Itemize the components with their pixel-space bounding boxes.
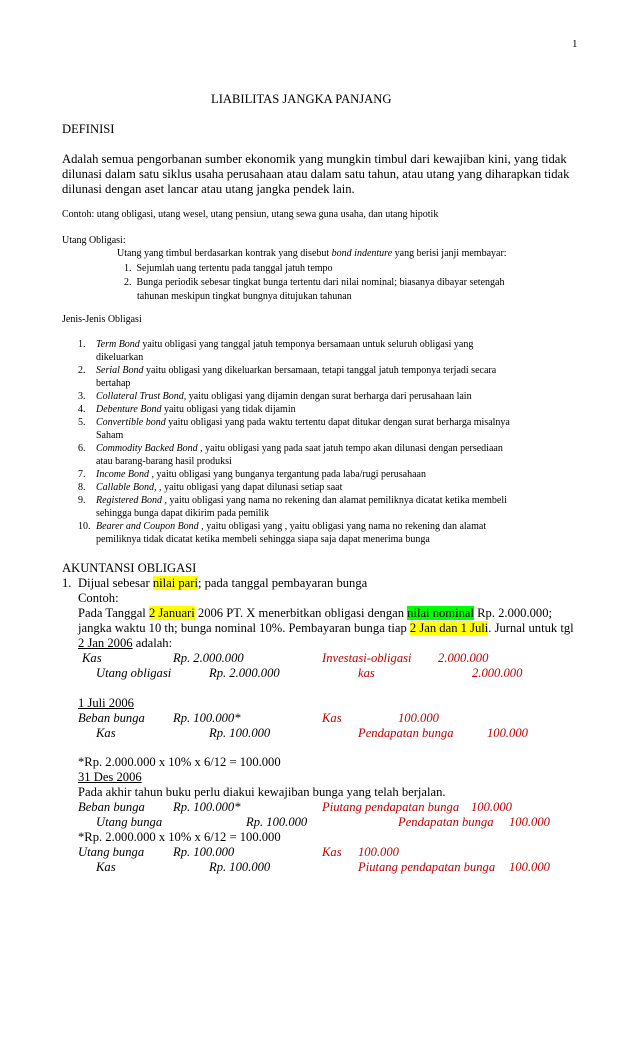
bond-term: Debenture Bond (96, 404, 162, 415)
journal-1-right-credit-account: kas (358, 666, 375, 680)
text: 2006 PT. X menerbitkan obligasi dengan (194, 606, 408, 620)
contoh-paragraph-line-2 (78, 621, 574, 636)
list-item (62, 338, 582, 364)
journal-3-credit-amount: Rp. 100.000 (246, 815, 308, 829)
bond-desc-cont: pemiliknya tidak dicatat ketika membeli sehingga siapa saja dapat menerima bunga (96, 534, 430, 545)
bond-desc-cont: sehingga bunga dapat dikirim pada pemilik (96, 508, 270, 519)
text: jangka waktu 10 th; bunga nominal 10%. Pembayaran bunga tiap (78, 621, 410, 635)
journal-3-right-debit-amount: 100.000 (471, 800, 512, 814)
journal-2-right-debit-account: Kas (322, 711, 342, 725)
journal-3-debit-account: Beban bunga (78, 800, 145, 814)
list-num: 10. (78, 521, 91, 532)
utang-obligasi-item-2 (124, 276, 504, 289)
akuntansi-item-1-text (78, 576, 367, 591)
bond-desc: yaitu obligasi yang dikeluarkan bersamaan, tetapi tanggal jatuh temponya terjadi secara (143, 365, 497, 376)
journal-4-credit-amount: Rp. 100.000 (209, 860, 271, 874)
journal-2-credit-amount: Rp. 100.000 (209, 726, 271, 740)
list-num: 2. (124, 277, 132, 288)
journal-4-right-debit-amount: 100.000 (358, 845, 399, 859)
journal-4-debit-account: Utang bunga (78, 845, 145, 859)
journal-4-right-credit-amount: 100.000 (509, 860, 550, 874)
bond-desc: yaitu obligasi yang , yaitu obligasi yang nama no rekening dan alamat (203, 521, 487, 532)
list-num: 5. (78, 417, 86, 428)
utang-obligasi-line-post: yang berisi janji membayar: (392, 248, 507, 259)
bond-indenture-term: bond indenture (331, 248, 393, 259)
definisi-heading: DEFINISI (62, 122, 115, 136)
journal-3-right-credit-account: Pendapatan bunga (398, 815, 494, 829)
list-num: 9. (78, 495, 86, 506)
journal-1-credit-amount: Rp. 2.000.000 (209, 666, 280, 680)
bond-term: Income Bond , (96, 469, 155, 480)
list-item (62, 468, 582, 481)
journal-1-debit-amount: Rp. 2.000.000 (173, 651, 244, 665)
highlight-payment-dates: 2 Jan dan 1 Juli (409, 621, 489, 635)
akuntansi-item-1 (62, 576, 71, 591)
date-label-des: 31 Des 2006 (78, 770, 142, 784)
definisi-contoh: Contoh: utang obligasi, utang wesel, utang pensiun, utang sewa guna usaha, dan utang hipotik (62, 209, 439, 220)
text: Dijual sebesar (78, 576, 153, 590)
contoh-label: Contoh: (78, 591, 119, 605)
journal-1-right-debit-account: Investasi-obligasi (322, 651, 412, 665)
journal-1-right-debit-amount: 2.000.000 (438, 651, 489, 665)
journal-3-credit-account: Utang bunga (96, 815, 163, 829)
list-text: Bunga periodik sebesar tingkat bunga tertentu dari nilai nominal; biasanya dibayar setengah (136, 277, 505, 288)
bond-term: Bearer and Coupon Bond , (96, 521, 204, 532)
list-num: 4. (78, 404, 86, 415)
list-num: 8. (78, 482, 86, 493)
journal-2-credit-account: Kas (96, 726, 116, 740)
text: . Jurnal untuk tgl (488, 621, 574, 635)
bond-desc-cont: dikeluarkan (96, 352, 144, 363)
list-num: 7. (78, 469, 86, 480)
bond-term: Registered Bond , (96, 495, 168, 506)
list-item (62, 481, 582, 494)
journal-2-debit-amount: Rp. 100.000* (173, 711, 241, 725)
year-end-note: Pada akhir tahun buku perlu diakui kewajiban bunga yang telah berjalan. (78, 785, 446, 799)
journal-4-debit-amount: Rp. 100.000 (173, 845, 235, 859)
bond-desc: yaitu obligasi yang pada waktu tertentu dapat ditukar dengan surat berharga misalnya (165, 417, 510, 428)
journal-4-credit-account: Kas (96, 860, 116, 874)
jenis-list (62, 338, 582, 546)
bond-desc-cont: bertahap (96, 378, 131, 389)
bond-desc: yaitu obligasi yang bunganya tergantung pada laba/rugi perusahaan (154, 469, 426, 480)
akuntansi-heading: AKUNTANSI OBLIGASI (62, 561, 197, 575)
journal-2-right-credit-amount: 100.000 (487, 726, 528, 740)
page-number: 1 (572, 38, 578, 50)
list-item (62, 520, 582, 546)
bond-term: Convertible bond (96, 417, 166, 428)
calculation-note-1: *Rp. 2.000.000 x 10% x 6/12 = 100.000 (78, 755, 281, 769)
bond-term: Collateral Trust Bond, (96, 391, 187, 402)
bond-desc: yaitu obligasi yang nama no rekening dan alamat pemiliknya dicatat ketika membeli (167, 495, 507, 506)
jenis-heading: Jenis-Jenis Obligasi (62, 314, 142, 325)
bond-desc: yaitu obligasi yang tidak dijamin (161, 404, 296, 415)
bond-desc: yaitu obligasi yang pada saat jatuh tempo akan dilunasi dengan persediaan (202, 443, 503, 454)
contoh-paragraph-line-3 (78, 636, 172, 651)
list-num: 2. (78, 365, 86, 376)
bond-desc-cont: Saham (96, 430, 124, 441)
list-num: 1. (78, 339, 86, 350)
bond-term: Commodity Backed Bond , (96, 443, 203, 454)
bond-desc: yaitu obligasi yang dapat dilunasi setiap saat (161, 482, 343, 493)
utang-obligasi-line-pre: Utang yang timbul berdasarkan kontrak yang disebut (117, 248, 332, 259)
utang-obligasi-line (117, 247, 507, 260)
journal-3-debit-amount: Rp. 100.000* (173, 800, 241, 814)
list-item (62, 442, 582, 468)
date-label: 2 Jan 2006 (78, 636, 133, 650)
bond-term: Callable Bond, , (96, 482, 162, 493)
list-item (62, 403, 582, 416)
journal-1-right-credit-amount: 2.000.000 (472, 666, 523, 680)
bond-desc-cont: atau barang-barang hasil produksi (96, 456, 232, 467)
utang-obligasi-heading: Utang Obligasi: (62, 235, 126, 246)
text: Rp. 2.000.000; (473, 606, 553, 620)
list-num: 6. (78, 443, 86, 454)
date-label-juli: 1 Juli 2006 (78, 696, 134, 710)
bond-term: Term Bond (96, 339, 140, 350)
journal-2-debit-account: Beban bunga (78, 711, 145, 725)
bond-desc: yaitu obligasi yang dijamin dengan surat berharga dari perusahaan lain (186, 391, 472, 402)
list-item (62, 390, 582, 403)
calculation-note-2: *Rp. 2.000.000 x 10% x 6/12 = 100.000 (78, 830, 281, 844)
bond-term: Serial Bond (96, 365, 144, 376)
highlight-nominal: nilai nominal (407, 606, 474, 620)
list-item (62, 494, 582, 520)
list-num: 1. (124, 263, 132, 274)
journal-2-right-credit-account: Pendapatan bunga (358, 726, 454, 740)
page-title: LIABILITAS JANGKA PANJANG (211, 92, 392, 106)
list-item (62, 364, 582, 390)
utang-obligasi-item-1 (124, 262, 333, 275)
text: Pada Tanggal (78, 606, 149, 620)
utang-obligasi-item-2-cont: tahunan meskipun tingkat bungnya ditujukan tahunan (137, 291, 352, 302)
text: adalah: (132, 636, 173, 650)
definisi-line-1: Adalah semua pengorbanan sumber ekonomik yang mungkin timbul dari kewajiban kini, yang tidak (62, 152, 567, 166)
journal-2-right-debit-amount: 100.000 (398, 711, 439, 725)
text: ; pada tanggal pembayaran bunga (197, 576, 368, 590)
definisi-line-3: dilunasi dengan aset lancar atau utang jangka pendek lain. (62, 182, 355, 196)
list-num: 1. (62, 576, 72, 590)
journal-3-right-credit-amount: 100.000 (509, 815, 550, 829)
list-text: Sejumlah uang tertentu pada tanggal jatuh tempo (136, 263, 333, 274)
journal-3-right-debit-account: Piutang pendapatan bunga (322, 800, 460, 814)
highlight-date: 2 Januari (148, 606, 195, 620)
highlight-nilai-pari: nilai pari (152, 576, 198, 590)
journal-4-right-debit-account: Kas (322, 845, 342, 859)
contoh-paragraph-line-1 (78, 606, 552, 621)
journal-1-debit-account: Kas (82, 651, 102, 665)
journal-1-credit-account: Utang obligasi (96, 666, 172, 680)
definisi-line-2: dilunasi dalam satu siklus usaha perusahaan atau dalam satu tahun, atau utang yang diharapkan tidak (62, 167, 570, 181)
journal-4-right-credit-account: Piutang pendapatan bunga (358, 860, 496, 874)
list-item (62, 416, 582, 442)
bond-desc: yaitu obligasi yang tanggal jatuh temponya bersamaan untuk seluruh obligasi yang (139, 339, 474, 350)
list-num: 3. (78, 391, 86, 402)
